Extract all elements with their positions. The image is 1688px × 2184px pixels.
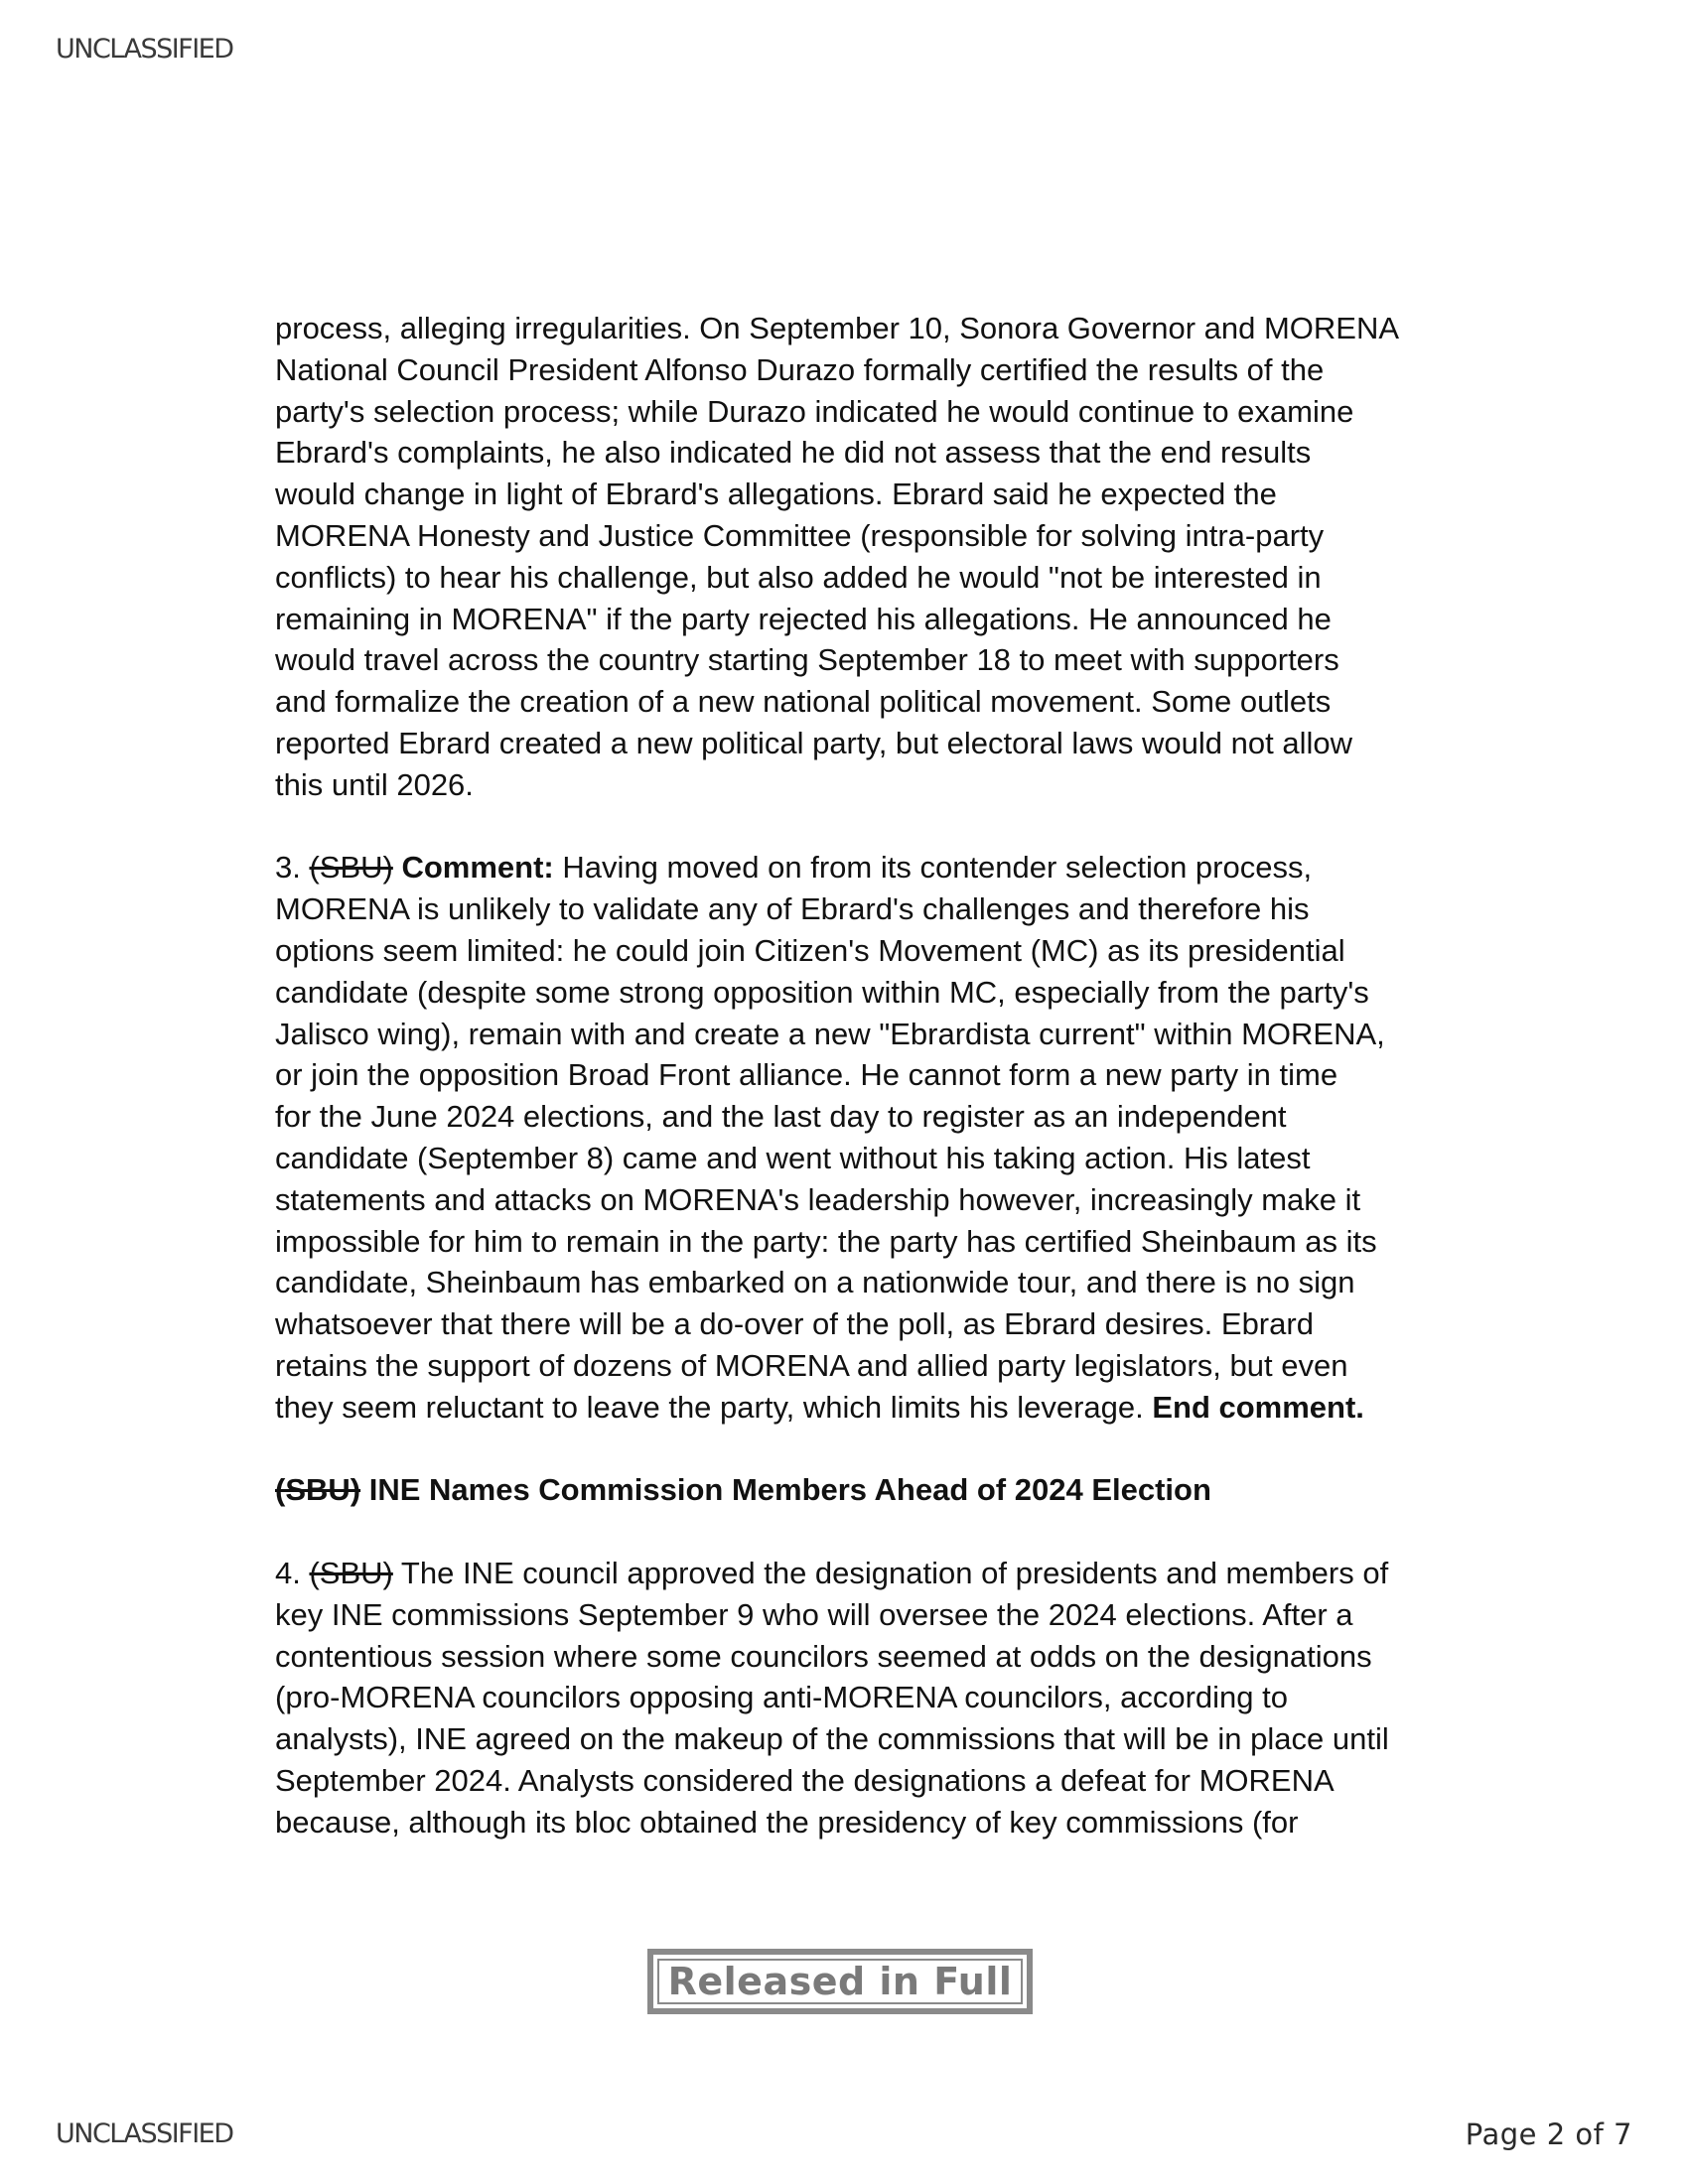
classification-header: UNCLASSIFIED bbox=[56, 34, 233, 65]
paragraph-4 bbox=[275, 1553, 1427, 1843]
classification-marking: (SBU) bbox=[275, 1472, 361, 1508]
release-stamp bbox=[647, 1949, 1033, 2014]
paragraph-3 bbox=[275, 847, 1427, 1428]
document-body bbox=[275, 308, 1427, 1884]
classification-footer: UNCLASSIFIED bbox=[56, 2118, 233, 2149]
comment-lead: Comment: bbox=[401, 850, 554, 886]
section-heading bbox=[275, 1469, 1427, 1511]
paragraph-text: The INE council approved the designation of presidents and members of key INE commissions September 9 who will oversee the 2024 elections. After a contentious session where some councilors seemed at odds on the designations (pro-MORENA councilors opposing anti-MORENA councilors, according to analysts), INE agreed on the makeup of the commissions that will be in place until September 2024. Analysts considered the designations a defeat for MORENA because, although its bloc obtained the presidency of key commissions (for bbox=[275, 1555, 1389, 1840]
classification-marking: (SBU) bbox=[309, 1555, 393, 1590]
comment-end: End comment. bbox=[1152, 1389, 1364, 1425]
paragraph-text: Having moved on from its contender selection process, MORENA is unlikely to validate any of Ebrard's challenges and therefore his options seem limited: he could join Citizen's Movement (MC) as its presidential candidate (despite some strong opposition within MC, especially from the party's Jalisco wing), remain with and create a new "Ebrardista current" within MORENA, or join the opposition Broad Front alliance. He cannot form a new party in time for the June 2024 elections, and the last day to register as an independent candidate (September 8) came and went without his taking action. His latest statements and attacks on MORENA's leadership however, increasingly make it impossible for him to remain in the party: the party has certified Sheinbaum as its candidate, Sheinbaum has embarked on a nationwide tour, and there is no sign whatsoever that there will be a do-over of the poll, as Ebrard desires. Ebrard retains the support of dozens of MORENA and allied party legislators, but even they seem reluctant to leave the party, which limits his leverage. bbox=[275, 850, 1385, 1425]
stamp-text: Released in Full bbox=[667, 1960, 1013, 2003]
paragraph-number: 4. bbox=[275, 1555, 310, 1590]
page-number: Page 2 of 7 bbox=[1465, 2117, 1632, 2151]
paragraph-number: 3. bbox=[275, 850, 310, 886]
classification-marking: (SBU) bbox=[309, 850, 393, 886]
section-title: INE Names Commission Members Ahead of 2024 Election bbox=[360, 1472, 1211, 1508]
paragraph-continued: process, alleging irregularities. On September 10, Sonora Governor and MORENA National Council President Alfonso Durazo formally certified the results of the party's selection process; while Durazo indicated he would continue to examine Ebrard's complaints, he also indicated he did not assess that the end results would change in light of Ebrard's allegations. Ebrard said he expected the MORENA Honesty and Justice Committee (responsible for solving intra-party conflicts) to hear his challenge, but also added he would "not be interested in remaining in MORENA" if the party rejected his allegations. He announced he would travel across the country starting September 18 to meet with supporters and formalize the creation of a new national political movement. Some outlets reported Ebrard created a new political party, but electoral laws would not allow this until 2026. bbox=[275, 311, 1400, 802]
